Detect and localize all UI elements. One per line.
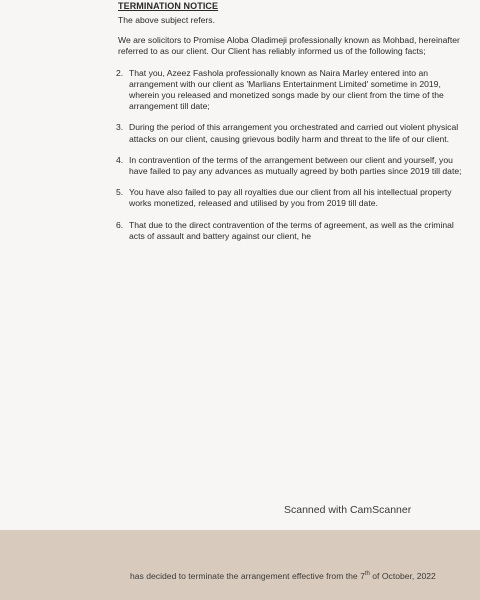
subject-line: The above subject refers.	[118, 15, 215, 25]
item-number: 6.	[116, 219, 124, 230]
letter-body	[118, 0, 463, 242]
intro-paragraph: We are solicitors to Promise Aloba Oladimeji professionally known as Mohbad, hereinafter referred to as our client. Our Client has reliably informed us of the following facts;	[118, 35, 460, 57]
continuation-text-main: has decided to terminate the arrangement effective from the 7	[130, 571, 365, 581]
item-text: In contravention of the terms of the arrangement between our client and yourself, you have failed to pay any advances as mutually agreed by both parties since 2019 till date;	[129, 154, 462, 177]
item-number: 3.	[116, 122, 124, 133]
item-text: That you, Azeez Fashola professionally known as Naira Marley entered into an arrangement with our client as 'Marlians Entertainment Limited' sometime in 2019, wherein you released and monetized songs made by our client from the time of the arrangement till date;	[129, 67, 444, 112]
numbered-item	[118, 187, 463, 209]
item-number: 2.	[116, 67, 124, 78]
numbered-item	[118, 122, 463, 144]
continuation-text	[130, 571, 450, 582]
ordinal-suffix: th	[364, 571, 370, 578]
item-text: That due to the direct contravention of the terms of agreement, as well as the criminal acts of assault and battery against our client, he	[129, 219, 454, 241]
item-text: You have also failed to pay all royalties due our client from all his intellectual property works monetized, released and utilised by you from 2019 till date.	[129, 187, 452, 209]
numbered-item	[118, 155, 463, 177]
item-text: During the period of this arrangement you orchestrated and carried out violent physical attacks on our client, causing grievous bodily harm and threat to the life of our client.	[129, 122, 459, 144]
item-number: 5.	[116, 187, 124, 198]
scanner-watermark: Scanned with CamScanner	[284, 504, 412, 516]
continuation-text-date: of October, 2022	[369, 571, 436, 581]
continuation-strip	[0, 530, 480, 600]
notice-title: TERMINATION NOTICE	[118, 1, 219, 11]
numbered-item	[118, 220, 463, 242]
item-number: 4.	[116, 154, 124, 165]
numbered-item	[118, 68, 463, 113]
